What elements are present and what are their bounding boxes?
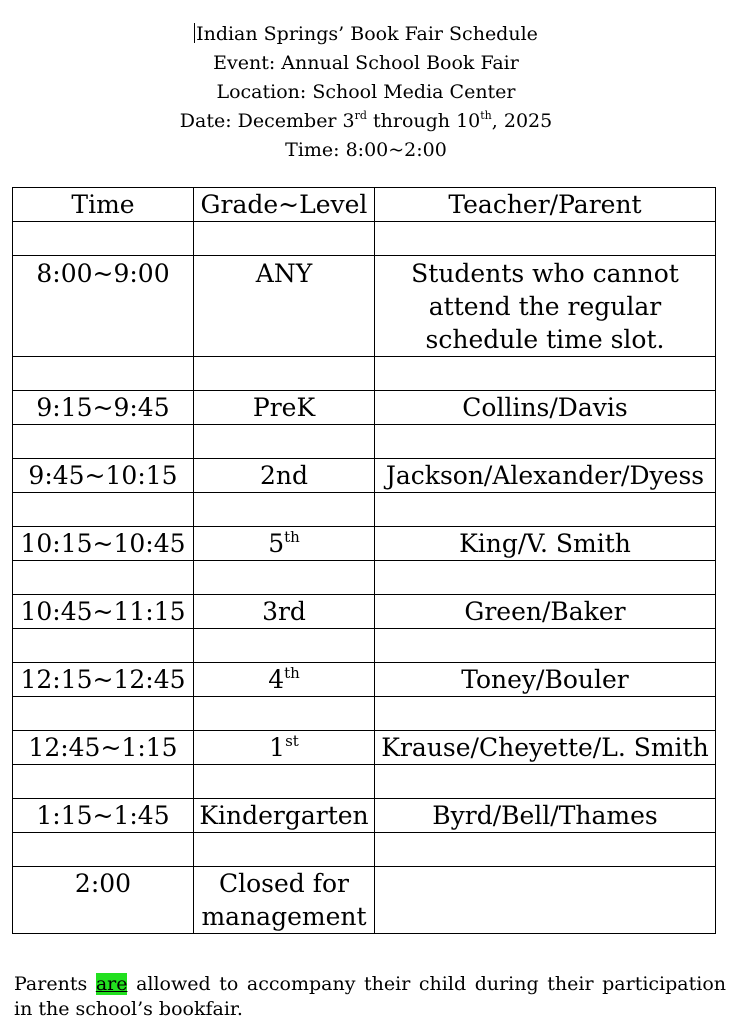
location-line: Location: School Media Center bbox=[216, 81, 516, 103]
teacher-cell bbox=[375, 867, 716, 934]
table-row bbox=[13, 459, 716, 493]
highlighted-word: are bbox=[95, 973, 128, 995]
time-cell: 9:15~9:45 bbox=[13, 391, 194, 425]
grade-cell: 5th bbox=[194, 527, 375, 561]
grade-cell: 2nd bbox=[194, 459, 375, 493]
document-title: Indian Springs’ Book Fair Schedule bbox=[196, 23, 538, 45]
spacer-row bbox=[13, 765, 716, 799]
teacher-cell: Krause/Cheyette/L. Smith bbox=[375, 731, 716, 765]
table-row bbox=[13, 527, 716, 561]
footnote-paragraph: Parents are allowed to accompany their child during their participation in the school’s bookfair. bbox=[14, 973, 727, 1020]
time-cell: 8:00~9:00 bbox=[13, 256, 194, 357]
document-header bbox=[0, 20, 732, 165]
time-cell: 12:15~12:45 bbox=[13, 663, 194, 697]
time-line: Time: 8:00~2:00 bbox=[285, 139, 447, 161]
table-row bbox=[13, 663, 716, 697]
spacer-row bbox=[13, 833, 716, 867]
teacher-cell: Jackson/Alexander/Dyess bbox=[375, 459, 716, 493]
spacer-row bbox=[13, 493, 716, 527]
column-header-teacher-parent: Teacher/Parent bbox=[375, 188, 716, 222]
time-cell: 9:45~10:15 bbox=[13, 459, 194, 493]
time-cell: 1:15~1:45 bbox=[13, 799, 194, 833]
grade-cell: Closed for management bbox=[194, 867, 375, 934]
table-row bbox=[13, 256, 716, 357]
schedule-table bbox=[12, 187, 716, 934]
time-cell: 2:00 bbox=[13, 867, 194, 934]
table-row bbox=[13, 799, 716, 833]
grade-cell: PreK bbox=[194, 391, 375, 425]
grade-cell: 3rd bbox=[194, 595, 375, 629]
spacer-row bbox=[13, 561, 716, 595]
grade-cell: ANY bbox=[194, 256, 375, 357]
teacher-cell: Collins/Davis bbox=[375, 391, 716, 425]
table-row bbox=[13, 867, 716, 934]
teacher-cell: Students who cannot attend the regular schedule time slot. bbox=[375, 256, 716, 357]
date-line: Date: December 3rd through 10th, 2025 bbox=[179, 109, 553, 132]
grade-cell: 4th bbox=[194, 663, 375, 697]
spacer-row bbox=[13, 697, 716, 731]
table-header-row bbox=[13, 188, 716, 222]
time-cell: 10:45~11:15 bbox=[13, 595, 194, 629]
grade-cell: 1st bbox=[194, 731, 375, 765]
teacher-cell: Byrd/Bell/Thames bbox=[375, 799, 716, 833]
spacer-row bbox=[13, 357, 716, 391]
column-header-grade-level: Grade~Level bbox=[194, 188, 375, 222]
teacher-cell: King/V. Smith bbox=[375, 527, 716, 561]
teacher-cell: Green/Baker bbox=[375, 595, 716, 629]
text-cursor bbox=[194, 23, 195, 43]
table-row bbox=[13, 595, 716, 629]
spacer-row bbox=[13, 629, 716, 663]
spacer-row bbox=[13, 222, 716, 256]
column-header-time: Time bbox=[13, 188, 194, 222]
grade-cell: Kindergarten bbox=[194, 799, 375, 833]
event-line: Event: Annual School Book Fair bbox=[213, 52, 519, 74]
table-row bbox=[13, 391, 716, 425]
spacer-row bbox=[13, 425, 716, 459]
time-cell: 10:15~10:45 bbox=[13, 527, 194, 561]
table-row bbox=[13, 731, 716, 765]
teacher-cell: Toney/Bouler bbox=[375, 663, 716, 697]
time-cell: 12:45~1:15 bbox=[13, 731, 194, 765]
